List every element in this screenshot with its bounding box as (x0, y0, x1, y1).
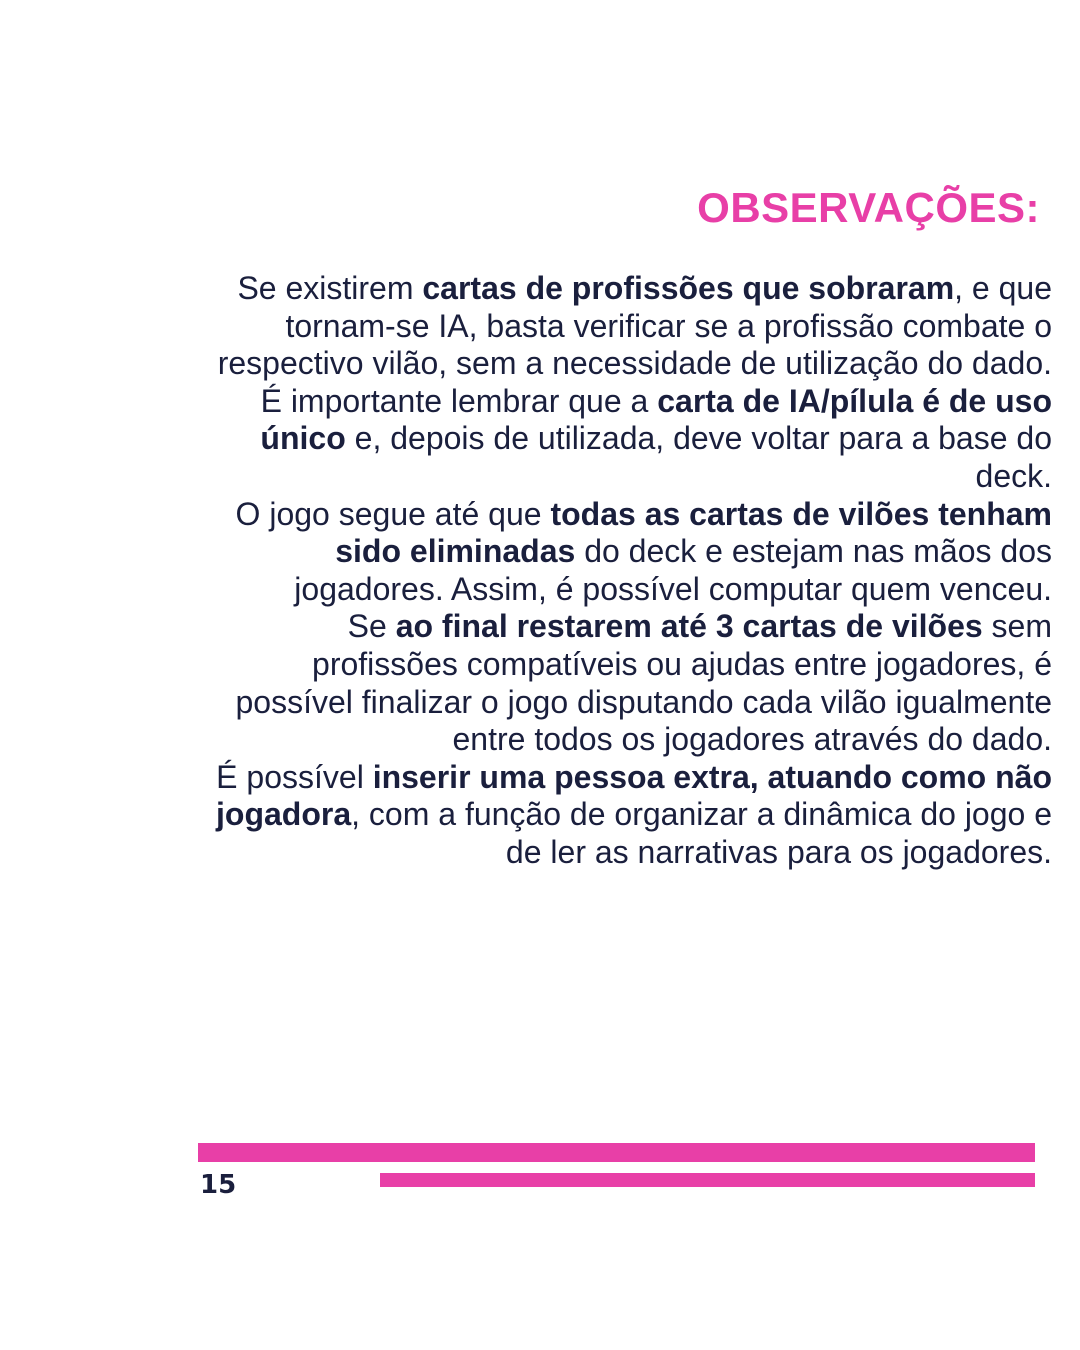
bold-text: carta de IA/pílula é de uso único (260, 382, 1052, 457)
decorative-bar-top (198, 1143, 1035, 1162)
paragraph (200, 383, 1052, 496)
page-heading: OBSERVAÇÕES: (697, 184, 1040, 231)
text-run: Se existirem (237, 270, 423, 306)
paragraph (200, 608, 1052, 758)
bold-text: todas as cartas de vilões tenham sido eliminadas (335, 495, 1052, 570)
text-run: , e que tornam-se IA, basta verificar se a profissão combate o respectivo vilão, sem a necessidade de utilização do dado. (217, 270, 1052, 382)
observations-body (200, 270, 1052, 872)
text-run: É possível (216, 758, 373, 795)
bold-text: cartas de profissões que sobraram (422, 270, 955, 306)
bold-text: inserir uma pessoa extra, atuando como não jogadora (216, 758, 1052, 833)
text-run: É importante lembrar que a (260, 382, 658, 419)
text-run: , com a função de organizar a dinâmica do jogo e de ler as narrativas para os jogadores. (351, 796, 1052, 870)
paragraph (200, 270, 1052, 383)
decorative-bar-bottom (380, 1173, 1035, 1187)
text-run: O jogo segue até que (235, 495, 551, 532)
paragraph (200, 759, 1052, 872)
text-run: sem profissões compatíveis ou ajudas entre jogadores, é possível finalizar o jogo disputando cada vilão igualmente entre todos os jogadores através do dado. (235, 608, 1052, 758)
bold-text: ao final restarem até 3 cartas de vilões (395, 608, 983, 645)
page-number: 15 (200, 1170, 237, 1200)
paragraph (200, 496, 1052, 609)
text-run: Se (347, 608, 396, 645)
text-run: e, depois de utilizada, deve voltar para a base do deck. (345, 420, 1052, 494)
text-run: do deck e estejam nas mãos dos jogadores. Assim, é possível computar quem venceu. (294, 533, 1052, 607)
